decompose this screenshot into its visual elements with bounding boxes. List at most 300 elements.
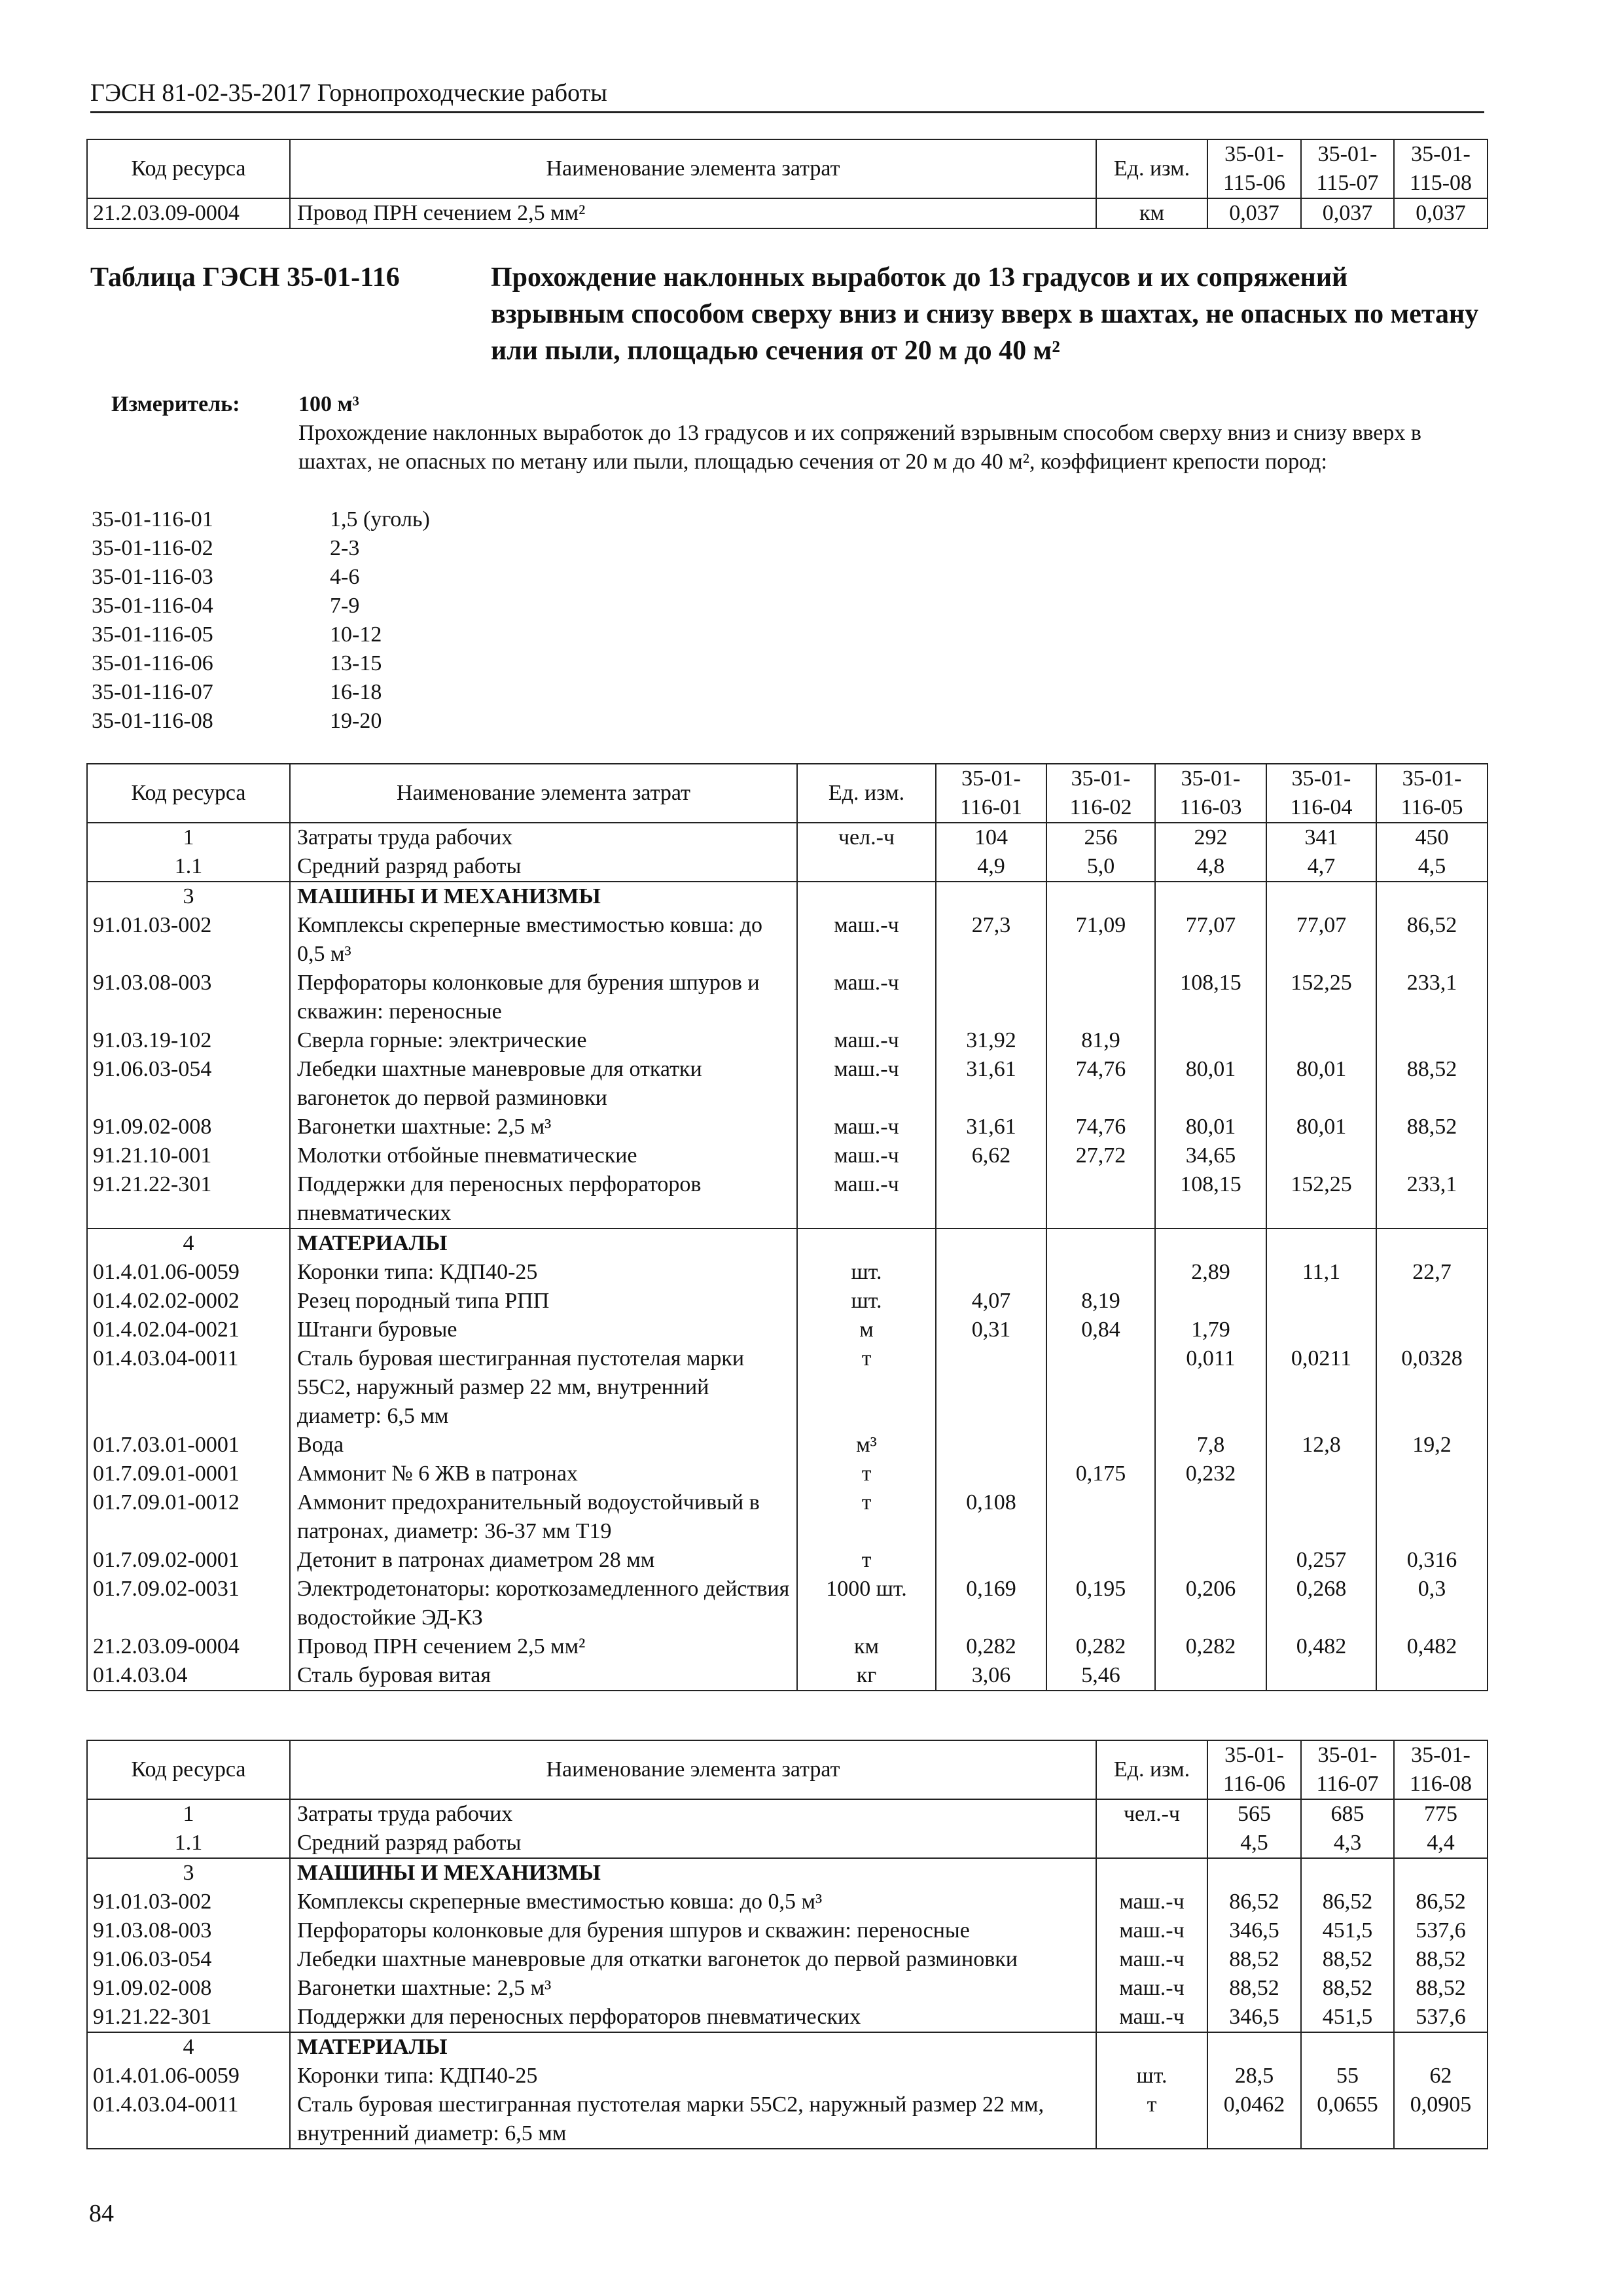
- cell-unit: м³: [797, 1431, 936, 1460]
- cell-value: 4,07: [936, 1287, 1046, 1316]
- cell-value: [1046, 1431, 1155, 1460]
- cell-value: 1,79: [1155, 1316, 1266, 1344]
- cell-value: 88,52: [1207, 1974, 1301, 2003]
- cell-code: 91.03.08-003: [87, 1916, 290, 1945]
- cell-code: 3: [87, 1858, 290, 1888]
- cell-unit: маш.-ч: [797, 1141, 936, 1170]
- cell-value: [1376, 882, 1488, 911]
- table-row: [87, 1488, 1488, 1546]
- table-row: [87, 1316, 1488, 1344]
- cell-name: Провод ПРН сечением 2,5 мм²: [290, 1632, 797, 1661]
- cell-value: 74,76: [1046, 1113, 1155, 1141]
- variant-value: 10-12: [330, 622, 382, 647]
- cell-unit: [797, 852, 936, 882]
- table-row: [87, 1287, 1488, 1316]
- table-row: [87, 1888, 1488, 1916]
- cell-value: 0,3: [1376, 1575, 1488, 1632]
- variant-value: 19-20: [330, 709, 382, 733]
- cell-value: 0,0462: [1207, 2090, 1301, 2149]
- table-row: [87, 1055, 1488, 1113]
- resource-table-b: [86, 1740, 1488, 2149]
- table-row: [87, 1141, 1488, 1170]
- cell-value: [1046, 1229, 1155, 1258]
- cell-code: 21.2.03.09-0004: [87, 1632, 290, 1661]
- cell-value: 4,3: [1301, 1829, 1394, 1858]
- cell-value: [936, 1460, 1046, 1488]
- cell-unit: маш.-ч: [797, 1026, 936, 1055]
- cell-name: Средний разряд работы: [290, 1829, 1096, 1858]
- cell-code: 1: [87, 1799, 290, 1829]
- cell-value: 31,61: [936, 1055, 1046, 1113]
- cell-code: 01.4.02.04-0021: [87, 1316, 290, 1344]
- variant-item: [92, 505, 681, 534]
- variant-item: [92, 592, 681, 620]
- cell-value: 86,52: [1207, 1888, 1301, 1916]
- cell-code: 01.7.09.01-0001: [87, 1460, 290, 1488]
- cell-unit: чел.-ч: [797, 823, 936, 852]
- cell-name: Аммонит предохранительный водоустойчивый в патронах, диаметр: 36-37 мм Т19: [290, 1488, 797, 1546]
- table-header-row: [87, 764, 1488, 823]
- cell-unit: т: [797, 1488, 936, 1546]
- cell-value: 6,62: [936, 1141, 1046, 1170]
- cell-code: 4: [87, 1229, 290, 1258]
- table-label: Таблица ГЭСН 35-01-116: [90, 262, 400, 293]
- cell-unit: 1000 шт.: [797, 1575, 936, 1632]
- cell-value: [1046, 1488, 1155, 1546]
- variant-item: [92, 534, 681, 563]
- cell-value: 451,5: [1301, 2003, 1394, 2032]
- cell-unit: кг: [797, 1661, 936, 1691]
- cell-value: 292: [1155, 823, 1266, 852]
- cell-value: 0,482: [1376, 1632, 1488, 1661]
- variant-value: 2-3: [330, 536, 360, 560]
- cell-unit: маш.-ч: [797, 1170, 936, 1229]
- table-row: [87, 1916, 1488, 1945]
- header-col: 35-01-116-02: [1046, 764, 1155, 823]
- table-row: [87, 1858, 1488, 1888]
- table-row: [87, 1945, 1488, 1974]
- cell-name: Детонит в патронах диаметром 28 мм: [290, 1546, 797, 1575]
- table-row: [87, 1661, 1488, 1691]
- cell-code: 91.21.22-301: [87, 2003, 290, 2032]
- cell-value: 233,1: [1376, 1170, 1488, 1229]
- cell-value: 88,52: [1394, 1945, 1488, 1974]
- cell-value: [1266, 1488, 1376, 1546]
- variant-item: [92, 707, 681, 736]
- cell-code: 91.09.02-008: [87, 1113, 290, 1141]
- cell-name: Сталь буровая шестигранная пустотелая марки 55С2, наружный размер 22 мм, внутренний диаметр: 6,5 мм: [290, 2090, 1096, 2149]
- header-code: Код ресурса: [87, 1740, 290, 1799]
- cell-value: 34,65: [1155, 1141, 1266, 1170]
- cell-value: 5,46: [1046, 1661, 1155, 1691]
- cell-name: Поддержки для переносных перфораторов пневматических: [290, 1170, 797, 1229]
- cell-value: [1266, 1026, 1376, 1055]
- cell-code: 91.01.03-002: [87, 911, 290, 969]
- table-row: [87, 1799, 1488, 1829]
- cell-code: 01.4.03.04: [87, 1661, 290, 1691]
- cell-name: Резец породный типа РПП: [290, 1287, 797, 1316]
- header-col: 35-01-116-05: [1376, 764, 1488, 823]
- cell-value: [936, 969, 1046, 1026]
- measure-label: Измеритель:: [111, 392, 240, 416]
- table-row: [87, 1344, 1488, 1431]
- cell-name: МАШИНЫ И МЕХАНИЗМЫ: [290, 882, 797, 911]
- cell-value: [936, 1258, 1046, 1287]
- header-col: 35-01-116-07: [1301, 1740, 1394, 1799]
- cell-value: 108,15: [1155, 1170, 1266, 1229]
- cell-name: Перфораторы колонковые для бурения шпуров и скважин: переносные: [290, 969, 797, 1026]
- cell-value: 104: [936, 823, 1046, 852]
- cell-name: Электродетонаторы: короткозамедленного действия водостойкие ЭД-КЗ: [290, 1575, 797, 1632]
- cell-value: [1046, 1546, 1155, 1575]
- table-body: [87, 198, 1488, 228]
- cell-unit: м: [797, 1316, 936, 1344]
- cell-value: 4,5: [1207, 1829, 1301, 1858]
- cell-unit: [797, 882, 936, 911]
- cell-value: [936, 1431, 1046, 1460]
- cell-value: 77,07: [1155, 911, 1266, 969]
- cell-value: [1155, 1546, 1266, 1575]
- cell-value: 0,195: [1046, 1575, 1155, 1632]
- cell-value: 233,1: [1376, 969, 1488, 1026]
- cell-value: 4,7: [1266, 852, 1376, 882]
- table-row: [87, 1974, 1488, 2003]
- cell-name: Молотки отбойные пневматические: [290, 1141, 797, 1170]
- cell-name: Вагонетки шахтные: 2,5 м³: [290, 1974, 1096, 2003]
- cell-unit: чел.-ч: [1096, 1799, 1207, 1829]
- cell-value: 80,01: [1266, 1055, 1376, 1113]
- table-row: [87, 1229, 1488, 1258]
- cell-value: 0,206: [1155, 1575, 1266, 1632]
- header-col: 35-01-116-08: [1394, 1740, 1488, 1799]
- cell-value: 0,108: [936, 1488, 1046, 1546]
- running-head: ГЭСН 81-02-35-2017 Горнопроходческие работы: [90, 77, 1484, 113]
- table-title: Прохождение наклонных выработок до 13 градусов и их сопряжений взрывным способом сверху вниз и снизу вверх в шахтах, не опасных по метану или пыли, площадью сечения от 20 м до 40 м²: [491, 262, 1479, 366]
- cell-value: 0,0655: [1301, 2090, 1394, 2149]
- cell-value: [1155, 1661, 1266, 1691]
- table-row: [87, 1575, 1488, 1632]
- table-row: [87, 1170, 1488, 1229]
- cell-value: 86,52: [1301, 1888, 1394, 1916]
- cell-value: 0,169: [936, 1575, 1046, 1632]
- header-col: 35-01-116-03: [1155, 764, 1266, 823]
- cell-value: [1046, 1344, 1155, 1431]
- cell-unit: т: [1096, 2090, 1207, 2149]
- cell-value: [1376, 1141, 1488, 1170]
- cell-value: 0,31: [936, 1316, 1046, 1344]
- cell-value: 80,01: [1266, 1113, 1376, 1141]
- cell-name: Затраты труда рабочих: [290, 1799, 1096, 1829]
- table-row: [87, 2003, 1488, 2032]
- cell-name: Затраты труда рабочих: [290, 823, 797, 852]
- header-col: 35-01-115-06: [1207, 139, 1301, 198]
- table-row: [87, 911, 1488, 969]
- cell-value: 0,0328: [1376, 1344, 1488, 1431]
- variant-item: [92, 620, 681, 649]
- cell-value: 0,282: [936, 1632, 1046, 1661]
- cell-value: 7,8: [1155, 1431, 1266, 1460]
- measure-description: Прохождение наклонных выработок до 13 градусов и их сопряжений взрывным способом сверху вниз и снизу вверх в шахтах, не опасных по метану или пыли, площадью сечения от 20 м до 40 м², коэффициент крепости пород:: [298, 421, 1421, 474]
- cell-code: 01.4.03.04-0011: [87, 2090, 290, 2149]
- table-body: [87, 823, 1488, 1691]
- cell-value: 0,282: [1046, 1632, 1155, 1661]
- cell-value: 0,175: [1046, 1460, 1155, 1488]
- cell-value: 0,482: [1266, 1632, 1376, 1661]
- cell-value: 775: [1394, 1799, 1488, 1829]
- cell-code: 91.21.10-001: [87, 1141, 290, 1170]
- variant-code: 35-01-116-04: [92, 594, 213, 618]
- cell-value: [1376, 1661, 1488, 1691]
- cell-unit: [797, 1229, 936, 1258]
- variant-code: 35-01-116-05: [92, 622, 213, 647]
- resource-table-a: [86, 763, 1488, 1691]
- cell-value: [1046, 1258, 1155, 1287]
- cell-code: 91.09.02-008: [87, 1974, 290, 2003]
- cell-value: 0,0905: [1394, 2090, 1488, 2149]
- table-row: [87, 852, 1488, 882]
- cell-value: 62: [1394, 2062, 1488, 2090]
- cell-unit: шт.: [797, 1258, 936, 1287]
- cell-name: Вода: [290, 1431, 797, 1460]
- cell-code: 1.1: [87, 1829, 290, 1858]
- cell-value: [1207, 1858, 1301, 1888]
- variant-code: 35-01-116-07: [92, 680, 213, 704]
- cell-value: [936, 1170, 1046, 1229]
- cell-value: 28,5: [1207, 2062, 1301, 2090]
- cell-unit: км: [1096, 198, 1207, 228]
- cell-unit: маш.-ч: [797, 911, 936, 969]
- table-row: [87, 1258, 1488, 1287]
- cell-unit: маш.-ч: [797, 969, 936, 1026]
- cell-name: Сталь буровая шестигранная пустотелая марки 55С2, наружный размер 22 мм, внутренний диаметр: 6,5 мм: [290, 1344, 797, 1431]
- cell-value: [1394, 1858, 1488, 1888]
- cell-code: 01.7.09.02-0031: [87, 1575, 290, 1632]
- cell-value: 4,8: [1155, 852, 1266, 882]
- cell-unit: маш.-ч: [1096, 1945, 1207, 1974]
- cell-value: 12,8: [1266, 1431, 1376, 1460]
- cell-value: [1266, 1229, 1376, 1258]
- cell-value: 108,15: [1155, 969, 1266, 1026]
- cell-value: 86,52: [1376, 911, 1488, 969]
- cell-name: Коронки типа: КДП40-25: [290, 1258, 797, 1287]
- cell-value: 31,92: [936, 1026, 1046, 1055]
- cell-name: Лебедки шахтные маневровые для откатки вагонеток до первой разминовки: [290, 1055, 797, 1113]
- cell-code: 01.7.09.01-0012: [87, 1488, 290, 1546]
- cell-value: [1394, 2032, 1488, 2062]
- cell-value: [1376, 1460, 1488, 1488]
- header-code: Код ресурса: [87, 764, 290, 823]
- cell-value: [936, 1229, 1046, 1258]
- cell-unit: [1096, 2032, 1207, 2062]
- table-row: [87, 1632, 1488, 1661]
- variant-code: 35-01-116-01: [92, 507, 213, 531]
- cell-value: [1301, 1858, 1394, 1888]
- cell-value: 3,06: [936, 1661, 1046, 1691]
- variant-value: 16-18: [330, 680, 382, 704]
- cell-unit: маш.-ч: [1096, 1974, 1207, 2003]
- table-row: [87, 1829, 1488, 1858]
- table-row: [87, 969, 1488, 1026]
- table-row: [87, 198, 1488, 228]
- cell-value: [1266, 1661, 1376, 1691]
- cell-name: Штанги буровые: [290, 1316, 797, 1344]
- cell-value: 80,01: [1155, 1055, 1266, 1113]
- variant-value: 7-9: [330, 594, 360, 618]
- cell-value: [1046, 882, 1155, 911]
- cell-name: Лебедки шахтные маневровые для откатки вагонеток до первой разминовки: [290, 1945, 1096, 1974]
- cell-value: 685: [1301, 1799, 1394, 1829]
- header-name: Наименование элемента затрат: [290, 139, 1096, 198]
- header-col: 35-01-116-04: [1266, 764, 1376, 823]
- cell-value: 77,07: [1266, 911, 1376, 969]
- cell-code: 1.1: [87, 852, 290, 882]
- header-col: 35-01-115-08: [1394, 139, 1488, 198]
- cell-unit: маш.-ч: [1096, 1888, 1207, 1916]
- cell-code: 01.4.03.04-0011: [87, 1344, 290, 1431]
- cell-code: 3: [87, 882, 290, 911]
- variant-code: 35-01-116-08: [92, 709, 213, 733]
- cell-name: МАТЕРИАЛЫ: [290, 1229, 797, 1258]
- header-unit: Ед. изм.: [1096, 139, 1207, 198]
- cell-value: [1376, 1287, 1488, 1316]
- cell-value: [936, 1344, 1046, 1431]
- cell-value: 0,011: [1155, 1344, 1266, 1431]
- cell-value: 256: [1046, 823, 1155, 852]
- cell-name: МАШИНЫ И МЕХАНИЗМЫ: [290, 1858, 1096, 1888]
- cell-name: Поддержки для переносных перфораторов пневматических: [290, 2003, 1096, 2032]
- variant-code: 35-01-116-03: [92, 565, 213, 589]
- cell-unit: т: [797, 1460, 936, 1488]
- variant-value: 4-6: [330, 565, 360, 589]
- table-row: [87, 1460, 1488, 1488]
- cell-value: 19,2: [1376, 1431, 1488, 1460]
- continuation-table: [86, 139, 1488, 229]
- cell-code: 91.06.03-054: [87, 1055, 290, 1113]
- table-row: [87, 2032, 1488, 2062]
- cell-value: 0,84: [1046, 1316, 1155, 1344]
- header-col: 35-01-115-07: [1301, 139, 1394, 198]
- cell-value: 0,257: [1266, 1546, 1376, 1575]
- cell-name: Сталь буровая витая: [290, 1661, 797, 1691]
- cell-value: [1301, 2032, 1394, 2062]
- cell-value: [936, 882, 1046, 911]
- cell-value: 86,52: [1394, 1888, 1488, 1916]
- cell-value: 152,25: [1266, 1170, 1376, 1229]
- header-col: 35-01-116-06: [1207, 1740, 1301, 1799]
- variant-item: [92, 678, 681, 707]
- table-header-row: [87, 139, 1488, 198]
- cell-code: 01.4.01.06-0059: [87, 1258, 290, 1287]
- cell-name: Комплексы скреперные вместимостью ковша: до 0,5 м³: [290, 911, 797, 969]
- cell-value: 0,282: [1155, 1632, 1266, 1661]
- header-unit: Ед. изм.: [797, 764, 936, 823]
- cell-value: 0,232: [1155, 1460, 1266, 1488]
- cell-value: 88,52: [1376, 1055, 1488, 1113]
- cell-value: [936, 1546, 1046, 1575]
- cell-value: 88,52: [1301, 1974, 1394, 2003]
- table-row: [87, 1113, 1488, 1141]
- variant-item: [92, 563, 681, 592]
- cell-name: Средний разряд работы: [290, 852, 797, 882]
- cell-value: 346,5: [1207, 1916, 1301, 1945]
- cell-value: [1155, 882, 1266, 911]
- cell-value: 8,19: [1046, 1287, 1155, 1316]
- cell-value: 11,1: [1266, 1258, 1376, 1287]
- cell-name: Перфораторы колонковые для бурения шпуров и скважин: переносные: [290, 1916, 1096, 1945]
- cell-value: [1266, 882, 1376, 911]
- cell-code: 91.03.08-003: [87, 969, 290, 1026]
- header-code: Код ресурса: [87, 139, 290, 198]
- cell-name: Вагонетки шахтные: 2,5 м³: [290, 1113, 797, 1141]
- cell-value: [1376, 1316, 1488, 1344]
- cell-value: 0,268: [1266, 1575, 1376, 1632]
- cell-code: 01.4.02.02-0002: [87, 1287, 290, 1316]
- cell-value: 74,76: [1046, 1055, 1155, 1113]
- cell-value: [1376, 1026, 1488, 1055]
- cell-value: 27,72: [1046, 1141, 1155, 1170]
- cell-value: [1266, 1460, 1376, 1488]
- cell-unit: шт.: [797, 1287, 936, 1316]
- variant-value: 1,5 (уголь): [330, 507, 430, 531]
- table-header-row: [87, 1740, 1488, 1799]
- variant-item: [92, 649, 681, 678]
- cell-unit: шт.: [1096, 2062, 1207, 2090]
- cell-value: 341: [1266, 823, 1376, 852]
- cell-unit: [1096, 1829, 1207, 1858]
- variant-list: [92, 505, 681, 736]
- cell-value: 4,5: [1376, 852, 1488, 882]
- cell-value: 152,25: [1266, 969, 1376, 1026]
- cell-code: 91.06.03-054: [87, 1945, 290, 1974]
- cell-value: 0,037: [1301, 198, 1394, 228]
- cell-code: 1: [87, 823, 290, 852]
- cell-name: Сверла горные: электрические: [290, 1026, 797, 1055]
- cell-unit: км: [797, 1632, 936, 1661]
- variant-value: 13-15: [330, 651, 382, 675]
- cell-value: [1266, 1287, 1376, 1316]
- cell-value: 55: [1301, 2062, 1394, 2090]
- cell-code: 01.7.03.01-0001: [87, 1431, 290, 1460]
- cell-value: [1155, 1488, 1266, 1546]
- header-unit: Ед. изм.: [1096, 1740, 1207, 1799]
- cell-value: 450: [1376, 823, 1488, 852]
- cell-value: 88,52: [1301, 1945, 1394, 1974]
- cell-unit: маш.-ч: [1096, 1916, 1207, 1945]
- cell-code: 91.01.03-002: [87, 1888, 290, 1916]
- cell-value: 5,0: [1046, 852, 1155, 882]
- cell-value: 4,4: [1394, 1829, 1488, 1858]
- cell-code: 91.03.19-102: [87, 1026, 290, 1055]
- table-row: [87, 1026, 1488, 1055]
- cell-value: [1266, 1316, 1376, 1344]
- cell-value: [1376, 1488, 1488, 1546]
- cell-unit: маш.-ч: [1096, 2003, 1207, 2032]
- cell-value: [1266, 1141, 1376, 1170]
- cell-code: 01.7.09.02-0001: [87, 1546, 290, 1575]
- header-col: 35-01-116-01: [936, 764, 1046, 823]
- header-name: Наименование элемента затрат: [290, 1740, 1096, 1799]
- table-body: [87, 1799, 1488, 2149]
- page-number: 84: [89, 2200, 114, 2227]
- cell-value: 31,61: [936, 1113, 1046, 1141]
- cell-value: [1046, 1170, 1155, 1229]
- cell-value: 2,89: [1155, 1258, 1266, 1287]
- variant-code: 35-01-116-02: [92, 536, 213, 560]
- cell-value: [1155, 1229, 1266, 1258]
- cell-value: 537,6: [1394, 2003, 1488, 2032]
- cell-code: 21.2.03.09-0004: [87, 198, 290, 228]
- table-row: [87, 1546, 1488, 1575]
